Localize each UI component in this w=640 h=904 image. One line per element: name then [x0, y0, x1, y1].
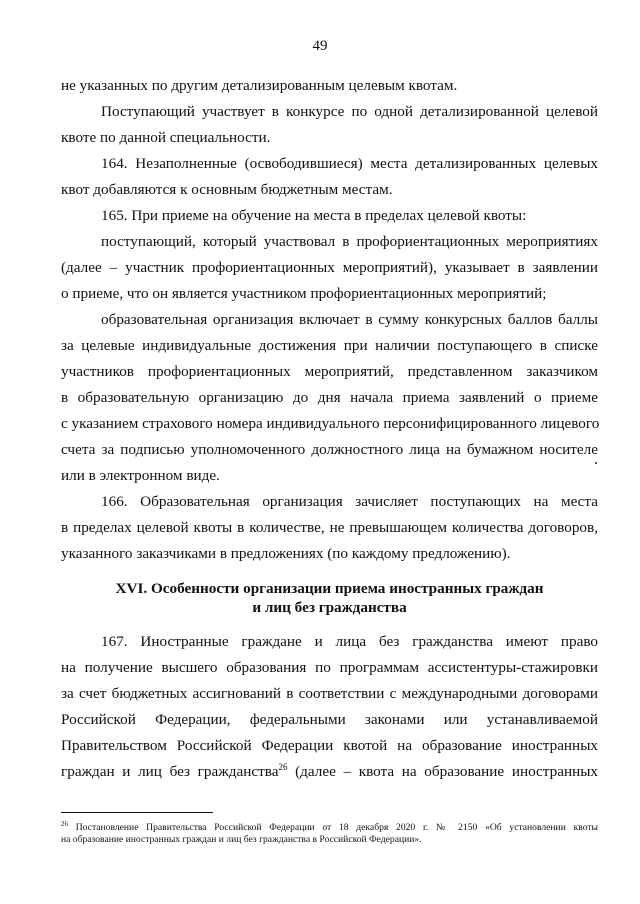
- body-line: Поступающий участвует в конкурсе по одной детализированной целевой: [101, 103, 598, 120]
- body-line: Правительством Российской Федерации квотой на образование иностранных: [61, 737, 598, 754]
- footnote-number: 26: [61, 819, 68, 828]
- page-number: 49: [312, 38, 328, 54]
- body-line: или в электронном виде.: [61, 467, 220, 484]
- footnote-reference[interactable]: 26: [278, 761, 288, 772]
- body-line: счета за подписью уполномоченного должностного лица на бумажном носителе: [61, 441, 598, 458]
- body-line: (далее – участник профориентационных мероприятий), указывает в заявлении: [61, 259, 598, 276]
- body-line: в образовательную организацию до дня начала приема заявлений о приеме: [61, 389, 598, 406]
- body-line: 167. Иностранные граждане и лица без гражданства имеют право: [101, 633, 598, 650]
- footnote-line: на образование иностранных граждан и лиц без гражданства в Российской Федерации».: [61, 834, 422, 845]
- body-line-text: граждан и лиц без гражданства: [61, 763, 279, 780]
- body-line: Российской Федерации, федеральными законами или устанавливаемой: [61, 711, 598, 728]
- body-line: 164. Незаполненные (освободившиеся) места детализированных целевых: [101, 155, 598, 172]
- body-line: квоте по данной специальности.: [61, 129, 271, 146]
- footnote-line: [61, 819, 598, 834]
- body-line: с указанием страхового номера индивидуального персонифицированного лицевого: [61, 415, 600, 432]
- footnote-text: Постановление Правительства Российской Федерации от 18 декабря 2020 г. № 2150 «Об установлении квоты: [75, 822, 598, 833]
- scan-speck: [595, 462, 597, 464]
- body-line: поступающий, который участвовал в профориентационных мероприятиях: [101, 233, 598, 250]
- body-line: за целевые индивидуальные достижения при наличии поступающего в списке: [61, 337, 598, 354]
- body-line: в пределах целевой квоты в количестве, не превышающем количества договоров,: [61, 519, 598, 536]
- body-line: на получение высшего образования по программам ассистентуры-стажировки: [61, 659, 598, 676]
- section-heading: и лиц без гражданства: [252, 599, 407, 616]
- section-heading: XVI. Особенности организации приема иностранных граждан: [115, 580, 544, 597]
- body-line: не указанных по другим детализированным целевым квотам.: [61, 77, 458, 94]
- body-line: участников профориентационных мероприятий, представленном заказчиком: [61, 363, 598, 380]
- body-line-with-footnote: [61, 763, 598, 781]
- body-line: указанного заказчиками в предложениях (по каждому предложению).: [61, 545, 511, 562]
- body-line: за счет бюджетных ассигнований в соответствии с международными договорами: [61, 685, 598, 702]
- body-line: 166. Образовательная организация зачисляет поступающих на места: [101, 493, 598, 510]
- footnote-divider: [61, 812, 213, 813]
- body-line: квот добавляются к основным бюджетным местам.: [61, 181, 393, 198]
- body-line-text: (далее – квота на образование иностранных: [295, 763, 598, 780]
- body-line: 165. При приеме на обучение на места в пределах целевой квоты:: [101, 207, 527, 224]
- body-line: образовательная организация включает в сумму конкурсных баллов баллы: [101, 311, 598, 328]
- body-line: о приеме, что он является участником профориентационных мероприятий;: [61, 285, 547, 302]
